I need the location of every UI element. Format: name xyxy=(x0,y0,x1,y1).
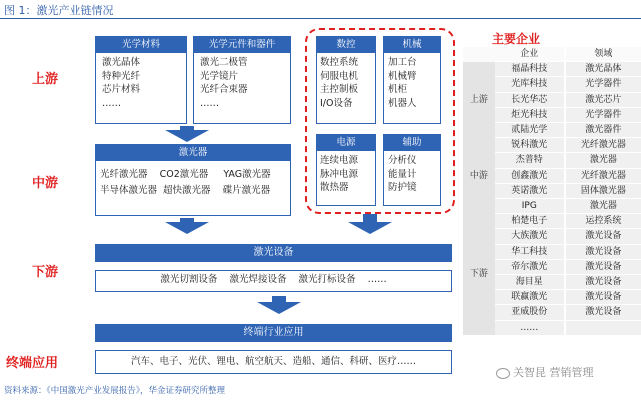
components-line: 光纤合束器 xyxy=(200,84,248,95)
equipment-items: 激光切割设备 激光焊接设备 激光打标设备 …… xyxy=(95,270,452,292)
machinery-line: 机柜 xyxy=(388,84,408,95)
stage-end: 终端应用 xyxy=(6,356,59,371)
cnc-header: 数控 xyxy=(317,37,375,53)
flow-arrow-down-icon xyxy=(165,222,209,234)
power-header: 电源 xyxy=(317,135,375,151)
field-cell: 运控系统 xyxy=(565,214,641,229)
flow-arrow-stem xyxy=(363,214,377,222)
table-header-row xyxy=(463,47,641,62)
group-label: 下游 xyxy=(463,214,495,336)
field-cell: 激光设备 xyxy=(565,290,641,305)
table-row xyxy=(463,214,641,229)
machinery-header: 机械 xyxy=(384,37,440,53)
figure-title: 图 1：激光产业链情况 xyxy=(4,4,114,17)
flow-arrow-down-icon xyxy=(348,222,392,234)
cnc-box xyxy=(316,36,376,124)
watermark-text: 关智昆 营销管理 xyxy=(513,366,594,379)
components-line: 光学镜片 xyxy=(200,70,239,82)
materials-line: …… xyxy=(102,97,121,109)
company-cell: 联赢激光 xyxy=(495,290,565,305)
field-cell: 激光设备 xyxy=(565,244,641,259)
field-cell: 激光芯片 xyxy=(565,92,641,107)
company-cell: 锐科激光 xyxy=(495,138,565,153)
materials-line: 芯片材料 xyxy=(102,84,141,95)
stage-midstream: 中游 xyxy=(32,176,59,191)
field-cell: 激光器 xyxy=(565,153,641,168)
enterprises-table xyxy=(463,47,641,336)
machinery-box xyxy=(383,36,441,124)
components-box xyxy=(193,36,291,124)
company-cell: 海目星 xyxy=(495,275,565,290)
stage-upstream: 上游 xyxy=(32,72,59,87)
field-cell: 光纤激光器 xyxy=(565,168,641,183)
company-cell: 大族激光 xyxy=(495,229,565,244)
cnc-list xyxy=(317,53,375,113)
auxiliary-box xyxy=(383,134,441,206)
materials-line: 特种光纤 xyxy=(102,70,141,82)
auxiliary-line: 分析仪 xyxy=(388,155,417,166)
wechat-icon xyxy=(496,368,510,379)
company-cell: 亚威股份 xyxy=(495,305,565,320)
field-cell: 光学器件 xyxy=(565,107,641,122)
field-cell: 激光晶体 xyxy=(565,62,641,77)
power-box xyxy=(316,134,376,206)
company-cell: 贰陆光学 xyxy=(495,123,565,138)
machinery-list xyxy=(384,53,440,113)
field-cell: 激光设备 xyxy=(565,259,641,274)
flow-arrow-down-icon xyxy=(257,302,301,314)
cnc-line: 数控系统 xyxy=(320,57,359,68)
company-cell: 光库科技 xyxy=(495,77,565,92)
stage-downstream: 下游 xyxy=(32,265,59,280)
field-cell: 固体激光器 xyxy=(565,183,641,198)
cnc-line: 主控制板 xyxy=(320,84,359,95)
components-line: …… xyxy=(200,97,219,109)
company-cell: 英诺激光 xyxy=(495,183,565,198)
cnc-line: I/O设备 xyxy=(320,97,353,109)
terminal-header: 终端行业应用 xyxy=(95,324,452,342)
field-cell: 激光设备 xyxy=(565,229,641,244)
field-cell: 激光设备 xyxy=(565,305,641,320)
table-row xyxy=(463,62,641,77)
field-cell xyxy=(565,320,641,335)
table-row xyxy=(463,138,641,153)
components-line: 激光二极管 xyxy=(200,57,248,68)
company-cell: 华工科技 xyxy=(495,244,565,259)
company-cell: 福晶科技 xyxy=(495,62,565,77)
col-field: 领域 xyxy=(565,47,641,62)
company-cell: 杰普特 xyxy=(495,153,565,168)
group-label: 上游 xyxy=(463,62,495,138)
field-cell: 光学器件 xyxy=(565,77,641,92)
materials-list xyxy=(96,53,186,113)
machinery-line: 机械臂 xyxy=(388,70,417,82)
power-line: 连续电源 xyxy=(320,155,359,166)
col-company: 企业 xyxy=(495,47,565,62)
company-cell: 创鑫激光 xyxy=(495,168,565,183)
cnc-line: 伺服电机 xyxy=(320,70,359,82)
auxiliary-line: 防护镜 xyxy=(388,182,417,193)
machinery-line: 加工台 xyxy=(388,57,417,68)
source-note: 资料来源：《中国激光产业发展报告》，华金证券研究所整理 xyxy=(4,386,226,396)
components-list xyxy=(194,53,290,113)
lasers-line: 半导体激光器 超快激光器 碟片激光器 xyxy=(100,185,271,196)
power-line: 脉冲电源 xyxy=(320,168,359,180)
equipment-header: 激光设备 xyxy=(95,244,452,262)
auxiliary-line: 能量计 xyxy=(388,168,417,180)
enterprises-title: 主要企业 xyxy=(492,32,541,46)
field-cell: 激光器件 xyxy=(565,123,641,138)
group-label: 中游 xyxy=(463,138,495,214)
auxiliary-header: 辅助 xyxy=(384,135,440,151)
power-list xyxy=(317,151,375,198)
field-cell: 激光设备 xyxy=(565,275,641,290)
auxiliary-list xyxy=(384,151,440,198)
power-line: 散热器 xyxy=(320,182,349,193)
terminal-items: 汽车、电子、光伏、锂电、航空航天、造船、通信、科研、医疗…… xyxy=(95,350,452,374)
lasers-box xyxy=(95,144,291,216)
company-cell: 炬光科技 xyxy=(495,107,565,122)
lasers-list xyxy=(96,161,290,205)
company-cell: 帝尔激光 xyxy=(495,259,565,274)
machinery-line: 机器人 xyxy=(388,97,417,109)
company-cell: …… xyxy=(495,320,565,335)
lasers-line: 光纤激光器 CO2激光器 YAG激光器 xyxy=(100,169,271,180)
watermark xyxy=(496,364,594,380)
lasers-header: 激光器 xyxy=(96,145,290,161)
company-cell: IPG xyxy=(495,199,565,214)
company-cell: 长光华芯 xyxy=(495,92,565,107)
materials-line: 激光晶体 xyxy=(102,57,141,68)
company-cell: 柏楚电子 xyxy=(495,214,565,229)
title-rule xyxy=(0,18,641,19)
field-cell: 激光器 xyxy=(565,199,641,214)
materials-header: 光学材料 xyxy=(96,37,186,53)
field-cell: 光纤激光器 xyxy=(565,138,641,153)
components-header: 光学元件和器件 xyxy=(194,37,290,53)
materials-box xyxy=(95,36,187,124)
flow-arrow-down-icon xyxy=(165,130,209,142)
